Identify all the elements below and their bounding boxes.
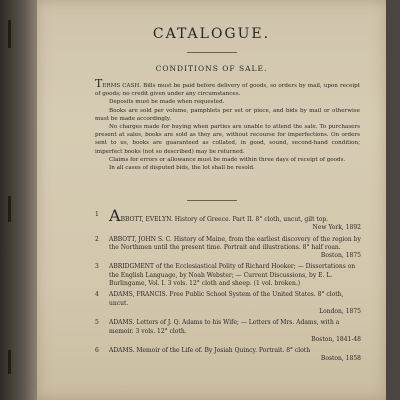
conditions-heading: CONDITIONS OF SALE. [155, 64, 268, 73]
condition-paragraph: Books are sold per volume, pamphlets per set or piece, and bids by mail or otherwise must be made accordingly. [95, 107, 360, 122]
catalogue-entry [95, 347, 361, 364]
entry-imprint: New York, 1892 [312, 224, 361, 232]
drop-cap: T [95, 77, 103, 90]
catalogue-page [37, 0, 386, 400]
lot-number: 6 [95, 347, 99, 355]
divider [187, 52, 237, 53]
condition-paragraph: In all cases of disputed bids, the lot shall be resold. [109, 165, 255, 172]
drop-cap: A [109, 206, 121, 225]
catalogue-entry [95, 291, 361, 316]
condition-paragraph: TERMS CASH. Bills must be paid before delivery of goods, so orders by mail, upon receipt of goods; no credit given under any circumstances. [95, 77, 360, 98]
binding-hole [8, 196, 11, 222]
condition-paragraph: Claims for errors or allowance must be made within three days of receipt of goods. [109, 156, 346, 163]
condition-paragraph: Deposits must be made when requested. [109, 99, 225, 106]
catalogue-entry [95, 263, 361, 288]
lot-number: 4 [95, 291, 99, 299]
condition-paragraph: No charges made for buying when parties are unable to attend the sale. To purchasers present at sales, books are sold as they are, without recourse for imperfections. On orders sent to us, books are guaranteed as collated, in good, sound, second-hand condition; imperfect books (not so described) may be returned. [95, 124, 360, 155]
book-spine [0, 0, 37, 400]
entry-imprint: Boston, 1858 [320, 355, 361, 363]
entry-imprint: London, 1875 [319, 307, 361, 315]
binding-hole [8, 20, 11, 48]
catalogue-entry [95, 206, 361, 233]
entry-text: ABBOTT, JOHN S. C. History of Maine, from the earliest discovery of the region by the Northmen until the present time. Portrait and illustrations. 8° half roan. [109, 235, 361, 251]
entry-text: ADAMS, FRANCIS. Free Public School System of the United States. 8° cloth, uncut. [109, 291, 344, 307]
entry-text: ABRIDGMENT of the Ecclesiastical Polity of Richard Hooker; — Dissertations on the English Language, by Noah Webster; — Current Discussions, by E. L. Burlingame, Vol. I. 3 vols. 12° cloth and sheep. (1 vol. broken.) [109, 263, 356, 288]
entry-imprint: Boston, 1841-48 [311, 335, 361, 343]
lot-number: 1 [95, 211, 99, 218]
entry-text: ADAMS. Memoir of the Life of. By Josiah Quincy. Portrait. 8° cloth [109, 347, 311, 355]
conditions-of-sale [95, 77, 360, 172]
catalogue-title: CATALOGUE. [152, 26, 271, 42]
catalogue-entries [95, 206, 361, 367]
lot-number: 3 [95, 263, 99, 271]
entry-imprint: Boston, 1875 [320, 252, 361, 260]
catalogue-entry [95, 236, 361, 261]
divider [187, 200, 237, 201]
binding-hole [8, 350, 11, 374]
entry-text: BBOTT, EVELYN. History of Greece. Part II. 8° cloth, uncut, gilt top. [120, 216, 329, 223]
catalogue-entry [95, 319, 361, 344]
lot-number: 2 [95, 235, 99, 243]
lot-number: 5 [95, 319, 99, 327]
entry-text: ADAMS. Letters of J. Q. Adams to his Wife; — Letters of Mrs. Adams, with a memoir. 3 vols. 12° cloth. [109, 319, 340, 335]
